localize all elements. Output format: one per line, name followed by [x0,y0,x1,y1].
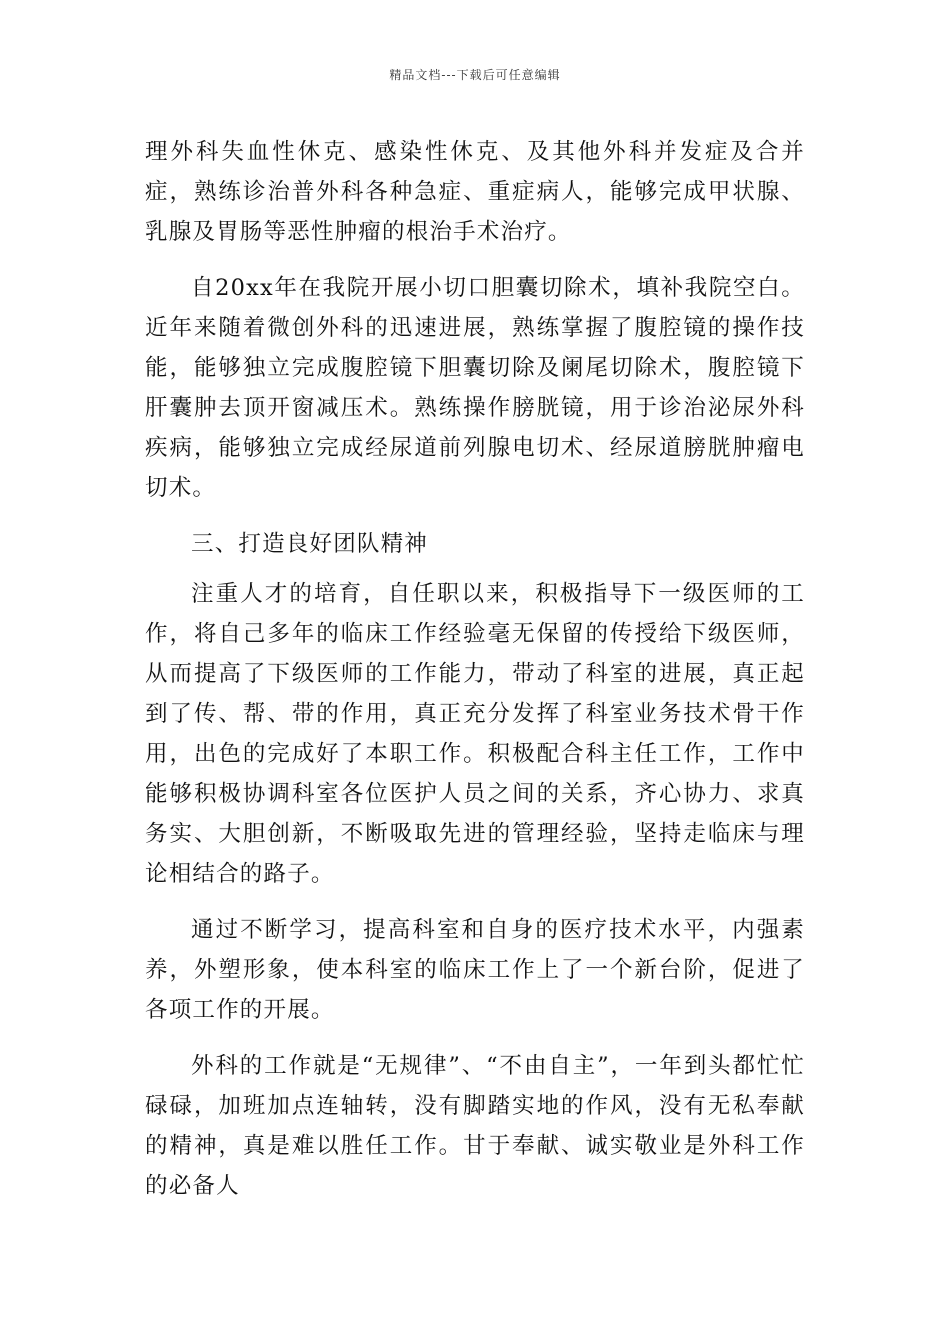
page-header: 精品文档---下载后可任意编辑 [389,68,561,82]
section-heading: 三、打造良好团队精神 [191,531,429,557]
paragraph-minimally-invasive: 自20xx年在我院开展小切口胆囊切除术，填补我院空白。近年来随着微创外科的迅速进展，熟练掌握了腹腔镜的操作技能，能够独立完成腹腔镜下胆囊切除及阑尾切除术，腹腔镜下肝囊肿去顶开窗减压术。熟练操作膀胱镜，用于诊治泌尿外科疾病，能够独立完成经尿道前列腺电切术、经尿道膀胱肿瘤电切术。 [145,275,805,501]
paragraph-team-spirit: 注重人才的培育，自任职以来，积极指导下一级医师的工作，将自己多年的临床工作经验毫无保留的传授给下级医师，从而提高了下级医师的工作能力，带动了科室的进展，真正起到了传、帮、带的作用，真正充分发挥了科室业务技术骨干作用，出色的完成好了本职工作。积极配合科主任工作，工作中能够积极协调科室各位医护人员之间的关系，齐心协力、求真务实、大胆创新，不断吸取先进的管理经验，坚持走临床与理论相结合的路子。 [145,581,805,887]
paragraph-continuous-learning: 通过不断学习，提高科室和自身的医疗技术水平，内强素养，外塑形象，使本科室的临床工作上了一个新台阶，促进了各项工作的开展。 [145,917,805,1023]
paragraph-surgery-work: 外科的工作就是“无规律”、“不由自主”，一年到头都忙忙碌碌，加班加点连轴转，没有脚踏实地的作风，没有无私奉献的精神，真是难以胜任工作。甘于奉献、诚实敬业是外科工作的必备人 [145,1053,805,1199]
document-body [145,132,805,1206]
paragraph-continued: 理外科失血性休克、感染性休克、及其他外科并发症及合并症，熟练诊治普外科各种急症、重症病人，能够完成甲状腺、乳腺及胃肠等恶性肿瘤的根治手术治疗。 [145,139,805,245]
